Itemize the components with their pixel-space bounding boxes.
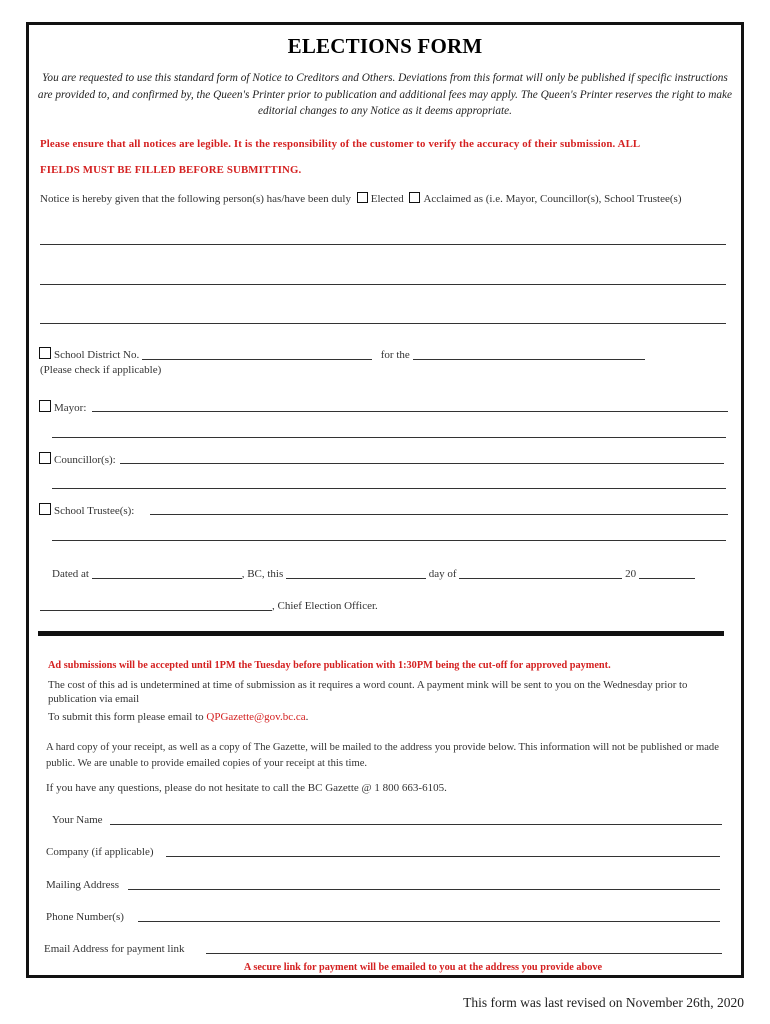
dated-row [52, 568, 695, 580]
warning-line-2: FIELDS MUST BE FILLED BEFORE SUBMITTING. [40, 164, 302, 176]
company-field[interactable] [166, 856, 720, 857]
submit-email-link[interactable]: QPGazette@gov.bc.ca [206, 711, 306, 723]
year-prefix: 20 [625, 568, 637, 580]
email-payment-label: Email Address for payment link [44, 943, 185, 955]
warning-line-1: Please ensure that all notices are legible. It is the responsibility of the customer to verify the accuracy of their submission. ALL [40, 138, 641, 150]
mailing-address-label: Mailing Address [46, 879, 120, 891]
dated-at-field[interactable] [92, 568, 242, 579]
school-district-checkbox[interactable] [39, 347, 51, 359]
chief-officer-row [40, 600, 378, 612]
mayor-checkbox[interactable] [39, 400, 51, 412]
notice-line [40, 192, 681, 205]
month-field[interactable] [459, 568, 622, 579]
school-district-row [36, 347, 645, 361]
councillor-row [36, 452, 116, 466]
email-payment-field[interactable] [206, 953, 722, 954]
councillor-field-2[interactable] [52, 488, 726, 489]
acclaimed-checkbox[interactable] [409, 192, 420, 203]
councillor-label: Councillor(s): [54, 454, 116, 466]
notice-blank-line-1[interactable] [40, 244, 726, 245]
intro-paragraph: You are requested to use this standard form of Notice to Creditors and Others. Deviations from this format will only be published if specific instructions are provided to, and confirmed by, the Queen's Printer prior to publication and additional fees may apply. The Queen's Printer reserves the right to make editorial changes to any Notice as it deems appropriate. [37, 72, 733, 117]
your-name-field[interactable] [110, 824, 722, 825]
elected-checkbox[interactable] [357, 192, 368, 203]
chief-officer-label: , Chief Election Officer. [272, 600, 378, 612]
school-district-label: School District No. [54, 349, 140, 361]
phone-label: Phone Number(s) [46, 911, 124, 923]
trustee-label: School Trustee(s): [54, 505, 135, 517]
mayor-field[interactable] [92, 411, 728, 412]
questions-line: If you have any questions, please do not hesitate to call the BC Gazette @ 1 800 663-6105. [46, 782, 447, 794]
form-title: ELECTIONS FORM [287, 34, 483, 58]
trustee-field-2[interactable] [52, 540, 726, 541]
trustee-field[interactable] [150, 514, 728, 515]
councillor-checkbox[interactable] [39, 452, 51, 464]
councillor-field[interactable] [120, 463, 724, 464]
school-district-name-field[interactable] [413, 349, 645, 360]
phone-field[interactable] [138, 921, 720, 922]
trustee-row [36, 503, 134, 517]
mayor-field-2[interactable] [52, 437, 726, 438]
notice-lead: Notice is hereby given that the following person(s) has/have been duly [40, 193, 351, 205]
day-of-label: day of [428, 568, 457, 580]
revision-date: This form was last revised on November 26th, 2020 [463, 995, 744, 1010]
mailing-address-field[interactable] [128, 889, 720, 890]
dated-at-label: Dated at [52, 568, 89, 580]
year-field[interactable] [639, 568, 695, 579]
mayor-label: Mayor: [54, 402, 87, 414]
company-label: Company (if applicable) [46, 846, 154, 858]
acclaimed-label: Acclaimed as (i.e. Mayor, Councillor(s), School Trustee(s) [423, 193, 682, 205]
secure-link-notice: A secure link for payment will be emailed to you at the address you provide above [243, 962, 603, 973]
trustee-checkbox[interactable] [39, 503, 51, 515]
bc-this-label: , BC, this [241, 568, 284, 580]
day-field[interactable] [286, 568, 426, 579]
submit-lead: To submit this form please email to [48, 711, 204, 723]
cost-paragraph: The cost of this ad is undetermined at time of submission as it requires a word count. A payment mink will be sent to you on the Wednesday prior to publication via email [48, 679, 688, 705]
school-district-number-field[interactable] [142, 349, 372, 360]
for-the-label: for the [380, 349, 410, 361]
your-name-label: Your Name [52, 814, 103, 826]
notice-blank-line-3[interactable] [40, 323, 726, 324]
chief-officer-field[interactable] [40, 600, 272, 611]
hardcopy-paragraph: A hard copy of your receipt, as well as a copy of The Gazette, will be mailed to the address you provide below. This information will not be published or made public. We are unable to provide emailed copies of your receipt at this time. [46, 742, 719, 769]
mayor-row [36, 400, 86, 414]
submit-tail: . [305, 711, 309, 723]
notice-blank-line-2[interactable] [40, 284, 726, 285]
section-divider [38, 631, 724, 636]
school-district-hint: (Please check if applicable) [40, 364, 162, 376]
submit-line [48, 711, 308, 723]
ad-deadline-notice: Ad submissions will be accepted until 1PM the Tuesday before publication with 1:30PM being the cut-off for approved payment. [48, 660, 611, 671]
elected-label: Elected [370, 193, 404, 205]
